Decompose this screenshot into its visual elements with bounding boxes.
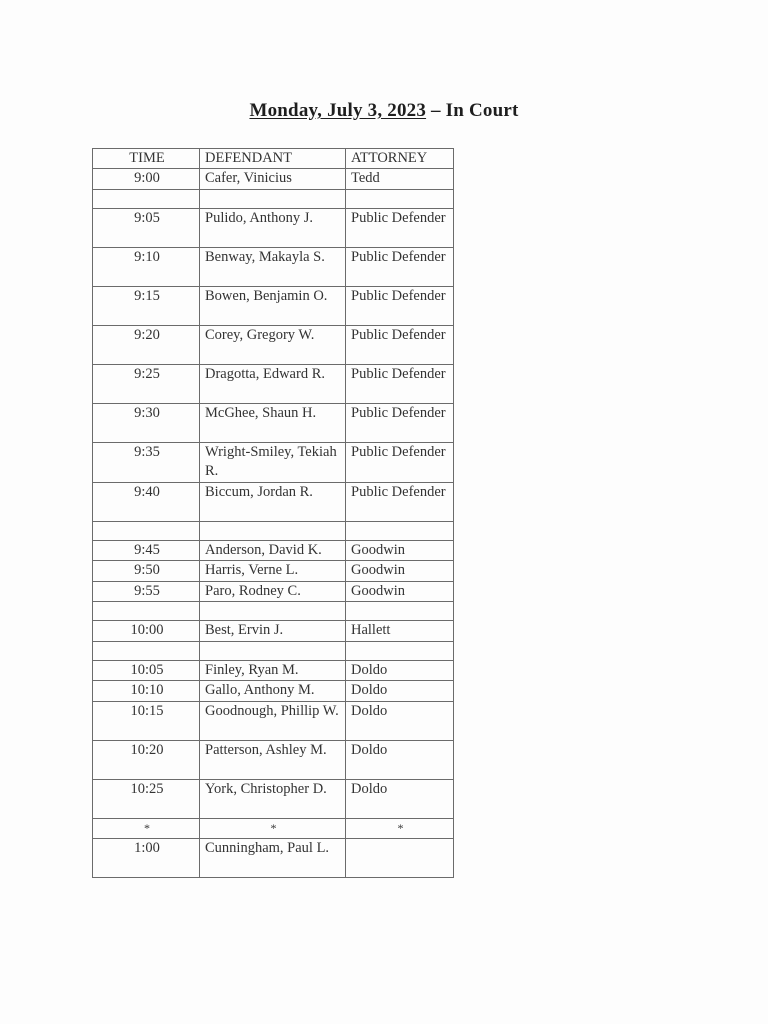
time-cell: 10:20: [93, 740, 200, 779]
court-schedule-table: [92, 148, 454, 878]
attorney-cell: Goodwin: [346, 540, 454, 561]
defendant-cell: Benway, Makayla S.: [200, 247, 346, 286]
time-cell: 9:05: [93, 208, 200, 247]
time-cell: [93, 641, 200, 660]
time-cell: 9:30: [93, 403, 200, 442]
table-row: [93, 169, 454, 190]
time-cell: 10:00: [93, 621, 200, 642]
table-header-row: [93, 149, 454, 169]
spacer-row: [93, 602, 454, 621]
defendant-cell: *: [200, 818, 346, 839]
table-row: [93, 561, 454, 582]
defendant-cell: Cunningham, Paul L.: [200, 839, 346, 878]
attorney-cell: [346, 602, 454, 621]
defendant-cell: Dragotta, Edward R.: [200, 364, 346, 403]
time-cell: 9:35: [93, 442, 200, 482]
time-cell: 10:25: [93, 779, 200, 818]
page-title: [0, 100, 768, 122]
attorney-cell: Goodwin: [346, 561, 454, 582]
table-row: [93, 442, 454, 482]
defendant-cell: Pulido, Anthony J.: [200, 208, 346, 247]
table-row: [93, 621, 454, 642]
defendant-cell: McGhee, Shaun H.: [200, 403, 346, 442]
attorney-cell: Public Defender: [346, 403, 454, 442]
column-header-time: TIME: [93, 149, 200, 169]
time-cell: [93, 521, 200, 540]
attorney-cell: Doldo: [346, 660, 454, 681]
defendant-cell: Paro, Rodney C.: [200, 581, 346, 602]
attorney-cell: *: [346, 818, 454, 839]
spacer-row: [93, 521, 454, 540]
table-row: [93, 208, 454, 247]
defendant-cell: Goodnough, Phillip W.: [200, 701, 346, 740]
spacer-row: [93, 641, 454, 660]
attorney-cell: Public Defender: [346, 208, 454, 247]
defendant-cell: York, Christopher D.: [200, 779, 346, 818]
defendant-cell: Bowen, Benjamin O.: [200, 286, 346, 325]
time-cell: 9:55: [93, 581, 200, 602]
time-cell: 9:50: [93, 561, 200, 582]
defendant-cell: [200, 189, 346, 208]
attorney-cell: Doldo: [346, 740, 454, 779]
table-row: [93, 403, 454, 442]
table-row: [93, 681, 454, 702]
time-cell: [93, 602, 200, 621]
spacer-row: [93, 189, 454, 208]
table-row: [93, 482, 454, 521]
attorney-cell: [346, 521, 454, 540]
table-row: [93, 540, 454, 561]
attorney-cell: Doldo: [346, 681, 454, 702]
time-cell: *: [93, 818, 200, 839]
table-row: [93, 701, 454, 740]
time-cell: [93, 189, 200, 208]
title-date: Monday, July 3, 2023: [249, 100, 427, 121]
attorney-cell: [346, 641, 454, 660]
defendant-cell: [200, 602, 346, 621]
attorney-cell: Goodwin: [346, 581, 454, 602]
time-cell: 10:05: [93, 660, 200, 681]
table-row: [93, 839, 454, 878]
table-row: [93, 779, 454, 818]
defendant-cell: Harris, Verne L.: [200, 561, 346, 582]
table-row: [93, 247, 454, 286]
attorney-cell: [346, 839, 454, 878]
attorney-cell: Doldo: [346, 779, 454, 818]
defendant-cell: Wright-Smiley, Tekiah R.: [200, 442, 346, 482]
table-body: [93, 169, 454, 878]
column-header-defendant: DEFENDANT: [200, 149, 346, 169]
time-cell: 9:00: [93, 169, 200, 190]
defendant-cell: [200, 521, 346, 540]
table-row: [93, 740, 454, 779]
time-cell: 1:00: [93, 839, 200, 878]
time-cell: 9:10: [93, 247, 200, 286]
defendant-cell: Patterson, Ashley M.: [200, 740, 346, 779]
defendant-cell: Finley, Ryan M.: [200, 660, 346, 681]
table-row: [93, 660, 454, 681]
attorney-cell: [346, 189, 454, 208]
defendant-cell: Best, Ervin J.: [200, 621, 346, 642]
attorney-cell: Public Defender: [346, 325, 454, 364]
attorney-cell: Public Defender: [346, 482, 454, 521]
time-cell: 9:20: [93, 325, 200, 364]
defendant-cell: [200, 641, 346, 660]
time-cell: 9:15: [93, 286, 200, 325]
attorney-cell: Public Defender: [346, 442, 454, 482]
table-row: [93, 364, 454, 403]
time-cell: 10:10: [93, 681, 200, 702]
time-cell: 9:40: [93, 482, 200, 521]
attorney-cell: Public Defender: [346, 364, 454, 403]
defendant-cell: Corey, Gregory W.: [200, 325, 346, 364]
column-header-attorney: ATTORNEY: [346, 149, 454, 169]
time-cell: 10:15: [93, 701, 200, 740]
time-cell: 9:45: [93, 540, 200, 561]
defendant-cell: Anderson, David K.: [200, 540, 346, 561]
attorney-cell: Doldo: [346, 701, 454, 740]
attorney-cell: Public Defender: [346, 247, 454, 286]
table-row: [93, 818, 454, 839]
defendant-cell: Gallo, Anthony M.: [200, 681, 346, 702]
defendant-cell: Cafer, Vinicius: [200, 169, 346, 190]
attorney-cell: Public Defender: [346, 286, 454, 325]
time-cell: 9:25: [93, 364, 200, 403]
table-row: [93, 286, 454, 325]
table-row: [93, 325, 454, 364]
attorney-cell: Hallett: [346, 621, 454, 642]
table-row: [93, 581, 454, 602]
title-suffix: – In Court: [426, 100, 519, 121]
attorney-cell: Tedd: [346, 169, 454, 190]
defendant-cell: Biccum, Jordan R.: [200, 482, 346, 521]
